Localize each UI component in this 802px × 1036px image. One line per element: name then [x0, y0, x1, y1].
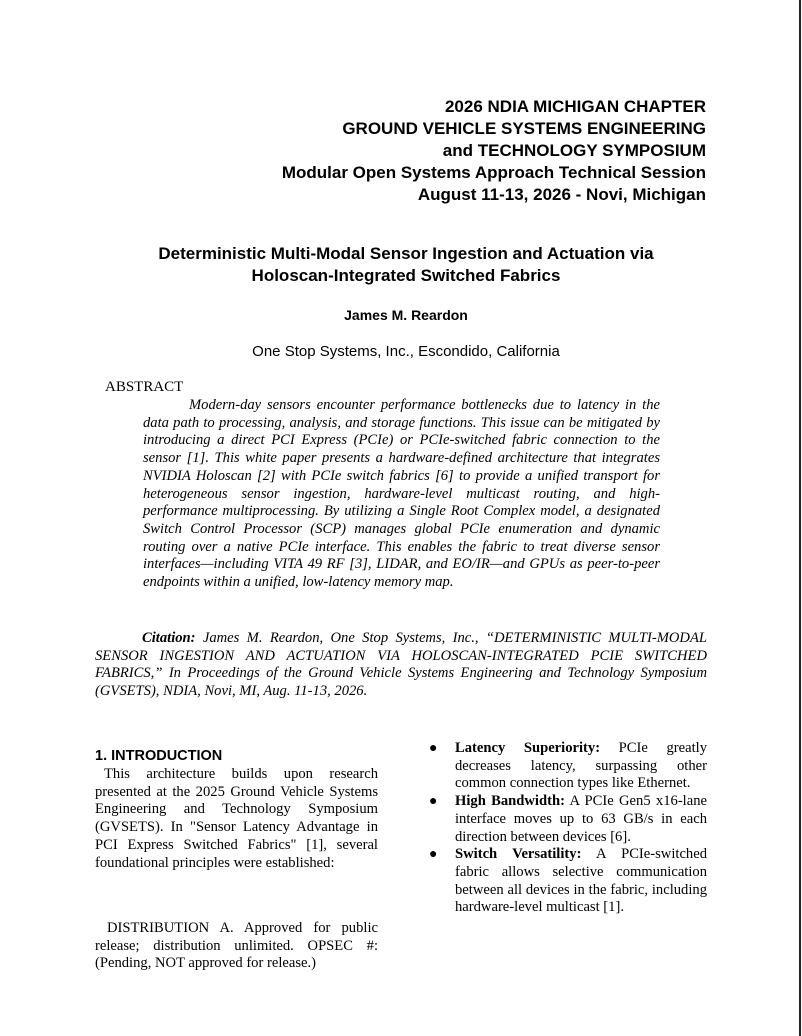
- citation-label: Citation:: [142, 630, 196, 646]
- bullet-icon: ●: [429, 741, 438, 756]
- bullet-icon: ●: [429, 794, 438, 810]
- list-item-label: Switch Versatility:: [455, 846, 582, 863]
- list-item-text: A PCIe Gen5 x16-lane interface moves up to 63 GB/s in each direction between devices [6].: [455, 793, 707, 845]
- paper-title-line: Holoscan-Integrated Switched Fabrics: [251, 266, 561, 285]
- paper-title: [96, 243, 716, 287]
- paper-title-line: Deterministic Multi-Modal Sensor Ingestion and Actuation via: [158, 244, 654, 263]
- list-item: [427, 846, 707, 917]
- list-item-text: A PCIe-switched fabric allows selective communication between all devices in the fabric, including hardware-level multicast [1].: [455, 846, 708, 916]
- page-edge-rule: [799, 0, 801, 1036]
- list-item: [427, 793, 707, 846]
- abstract-heading: ABSTRACT: [105, 379, 184, 395]
- distribution-statement: DISTRIBUTION A. Approved for public release; distribution unlimited. OPSEC #: (Pending, NOT approved for release.): [95, 920, 378, 972]
- introduction-text: This architecture builds upon research presented at the 2025 Ground Vehicle Systems Engineering and Technology Symposium (GVSETS). In "Sensor Latency Advantage in PCI Express Switched Fabrics" [1], several foundational principles were established:: [95, 766, 378, 871]
- list-item: [427, 740, 707, 793]
- conference-line: and TECHNOLOGY SYMPOSIUM: [442, 141, 706, 160]
- author-affiliation: One Stop Systems, Inc., Escondido, California: [252, 343, 560, 360]
- conference-line: GROUND VEHICLE SYSTEMS ENGINEERING: [342, 119, 706, 138]
- conference-line: 2026 NDIA MICHIGAN CHAPTER: [444, 97, 706, 116]
- author-name: James M. Reardon: [344, 307, 468, 323]
- principles-list: [427, 740, 707, 917]
- list-item-label: High Bandwidth:: [455, 793, 565, 810]
- citation-block: [95, 630, 707, 701]
- conference-header: [282, 96, 706, 206]
- section-heading-introduction: 1. INTRODUCTION: [95, 748, 223, 764]
- list-item-text: PCIe greatly decreases latency, surpassing other common connection types like Ethernet.: [455, 740, 707, 792]
- list-item-label: Latency Superiority:: [455, 740, 601, 756]
- conference-line: August 11-13, 2026 - Novi, Michigan: [417, 185, 706, 204]
- citation-text: James M. Reardon, One Stop Systems, Inc., “DETERMINISTIC MULTI-MODAL SENSOR INGESTION AND ACTUATION VIA HOLOSCAN-INTEGRATED PCIE SWITCHED FABRICS,” In Proceedings of the Ground Vehicle Systems Engineering and Technology Symposium (GVSETS), NDIA, Novi, MI, Aug. 11-13, 2026.: [95, 630, 707, 700]
- conference-line: Modular Open Systems Approach Technical Session: [281, 163, 706, 182]
- abstract-text: Modern-day sensors encounter performance bottlenecks due to latency in the data path to processing, analysis, and storage functions. This issue can be mitigated by introducing a direct PCI Express (PCIe) or PCIe-switched fabric connection to the sensor [1]. This white paper presents a hardware-defined architecture that integrates NVIDIA Holoscan [2] with PCIe switch fabrics [6] to provide a unified transport for heterogeneous sensor ingestion, hardware-level multicast routing, and high-performance multiprocessing. By utilizing a Single Root Complex model, a designated Switch Control Processor (SCP) manages global PCIe enumeration and dynamic routing over a native PCIe interface. This enables the fabric to treat diverse sensor interfaces—including VITA 49 RF [3], LIDAR, and EO/IR—and GPUs as peer-to-peer endpoints within a unified, low-latency memory map.: [143, 397, 660, 591]
- bullet-icon: ●: [429, 847, 438, 863]
